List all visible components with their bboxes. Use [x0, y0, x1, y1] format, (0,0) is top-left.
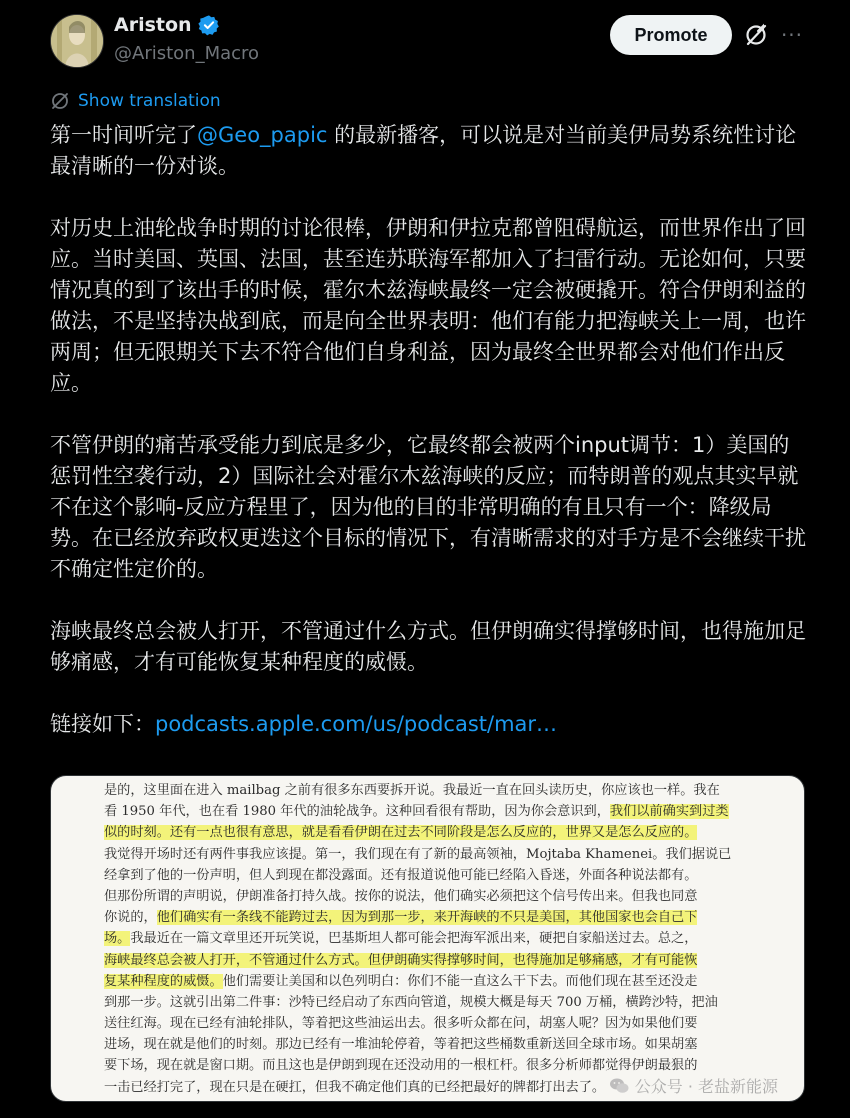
- grok-icon[interactable]: [743, 22, 769, 48]
- post-text: 的最新播客，可以说是对当前美伊局势系统性讨论最清晰的一份对谈。: [50, 123, 797, 178]
- transcript-line: [104, 822, 754, 843]
- transcript-line: [104, 928, 754, 949]
- transcript-text-segment: 我觉得开场时还有两件事我应该提。第一，我们现在有了新的最高领袖，Mojtaba Khamenei。我们据说已: [104, 846, 732, 862]
- podcast-link[interactable]: podcasts.apple.com/us/podcast/mar…: [155, 712, 558, 736]
- user-handle[interactable]: @Ariston_Macro: [114, 43, 260, 64]
- transcript-text-segment: 送往红海。现在已经有油轮排队，等着把这些油运出去。很多听众都在问，胡塞人呢？因为如果他们要: [104, 1016, 698, 1032]
- more-icon[interactable]: ···: [780, 23, 804, 47]
- transcript-text-segment: 你说的，: [104, 910, 157, 926]
- avatar[interactable]: [50, 14, 104, 68]
- post-body: [50, 120, 810, 771]
- highlighted-text: 复某种程度的威慑。: [104, 973, 223, 989]
- transcript-text-segment: 我最近在一篇文章里还开玩笑说，巴基斯坦人都可能会把海军派出来，硬把自家船送过去。总之，: [130, 931, 698, 947]
- link-label: 链接如下：: [50, 712, 155, 736]
- wechat-icon: [609, 1077, 629, 1095]
- avatar-image: [51, 15, 103, 67]
- transcript-line: [104, 844, 754, 865]
- transcript-line: [104, 780, 754, 801]
- transcript-line: [104, 865, 754, 886]
- transcript-text-segment: 一击已经打完了，现在只是在硬扛，但我不确定他们真的已经把最好的牌都打出去了。: [104, 1079, 606, 1095]
- transcript-text-segment: 但那份所谓的声明说，伊朗准备打持久战。按你的说法，他们确实必须把这个信号传出来。但我也同意: [104, 888, 698, 904]
- transcript-text-segment: 要下场，现在就是窗口期。而且这也是伊朗到现在还没动用的一根杠杆。很多分析师都觉得伊朗最狠的: [104, 1058, 698, 1074]
- transcript-line: [104, 1034, 754, 1055]
- highlighted-text: 他们确实有一条线不能跨过去，因为到那一步，来开海峡的不只是美国，其他国家也会自己下: [156, 910, 698, 926]
- name-row: [114, 14, 220, 36]
- transcript-text-segment: 他们需要让美国和以色列明白：你们不能一直这么干下去。而他们现在甚至还没走: [222, 973, 698, 989]
- transcript-line: [104, 1013, 754, 1034]
- post-paragraph-4: 海峡最终总会被人打开，不管通过什么方式。但伊朗确实得撑够时间，也得施加足够痛感，才有可能恢复某种程度的威慑。: [50, 619, 806, 674]
- highlighted-text: 海峡最终总会被人打开，不管通过什么方式。但伊朗确实得撑够时间，也得施加足够痛感，才有可能恢: [104, 952, 698, 968]
- transcript-text: [104, 780, 754, 1098]
- post-paragraph-1: [50, 120, 810, 182]
- post-header: [0, 0, 850, 80]
- display-name[interactable]: Ariston: [114, 14, 192, 36]
- watermark-text: 公众号 · 老盐新能源: [634, 1077, 778, 1096]
- transcript-line: [104, 971, 754, 992]
- transcript-line: [104, 992, 754, 1013]
- show-translation-label: Show translation: [78, 91, 221, 111]
- transcript-text-segment: 进场，现在就是他们的时刻。那边已经有一堆油轮停着，等着把这些桶数重新送回全球市场。如果胡塞: [104, 1037, 698, 1053]
- transcript-line: [104, 886, 754, 907]
- highlighted-text: 场。: [104, 931, 131, 947]
- post-paragraph-2: 对历史上油轮战争时期的讨论很棒，伊朗和伊拉克都曾阻碍航运，而世界作出了回应。当时美国、英国、法国，甚至连苏联海军都加入了扫雷行动。无论如何，只要情况真的到了该出手的时候，霍尔木兹海峡最终一定会被硬撬开。符合伊朗利益的做法，不是坚持决战到底，而是向全世界表明：他们有能力把海峡关上一周，也许两周；但无限期关下去不符合他们自身利益，因为最终全世界都会对他们作出反应。: [50, 216, 806, 395]
- show-translation-link[interactable]: [50, 91, 221, 111]
- transcript-text-segment: 是的，这里面在进入 mailbag 之前有很多东西要拆开说。我最近一直在回头读历史，你应该也一样。我在: [104, 783, 720, 798]
- promote-button[interactable]: Promote: [610, 15, 732, 55]
- transcript-text-segment: 经拿到了他的一份声明，但人到现在都没露面。还有报道说他可能已经陷入昏迷，外面各种说法都有。: [104, 867, 698, 883]
- watermark: [609, 1074, 778, 1097]
- post-paragraph-3: 不管伊朗的痛苦承受能力到底是多少，它最终都会被两个input调节：1）美国的惩罚性空袭行动，2）国际社会对霍尔木兹海峡的反应；而特朗普的观点其实早就不在这个影响-反应方程里了，因为他的目的非常明确的有且只有一个：降级局势。在已经放弃政权更迭这个目标的情况下，有清晰需求的对手方是不会继续干扰不确定性定价的。: [50, 433, 806, 581]
- post-paragraph-5: [50, 709, 810, 740]
- transcript-text-segment: 看 1950 年代，也在看 1980 年代的油轮战争。这种回看很有帮助，因为你会意识到，: [104, 804, 610, 820]
- transcript-line: [104, 801, 754, 822]
- attached-image[interactable]: [50, 775, 805, 1102]
- verified-badge-icon: [198, 14, 220, 36]
- highlighted-text: 似的时刻。还有一点也很有意思，就是看看伊朗在过去不同阶段是怎么反应的，世界又是怎么反应的。: [104, 825, 698, 841]
- transcript-text-segment: 到那一步。这就引出第二件事：沙特已经启动了东西向管道，规模大概是每天 700 万桶，横跨沙特，把油: [104, 994, 718, 1010]
- transcript-line: [104, 907, 754, 928]
- post-text: 第一时间听完了: [50, 123, 197, 147]
- translate-icon: [50, 91, 70, 111]
- highlighted-text: 我们以前确实到过类: [609, 804, 729, 820]
- transcript-line: [104, 950, 754, 971]
- mention-link[interactable]: @Geo_papic: [197, 123, 328, 147]
